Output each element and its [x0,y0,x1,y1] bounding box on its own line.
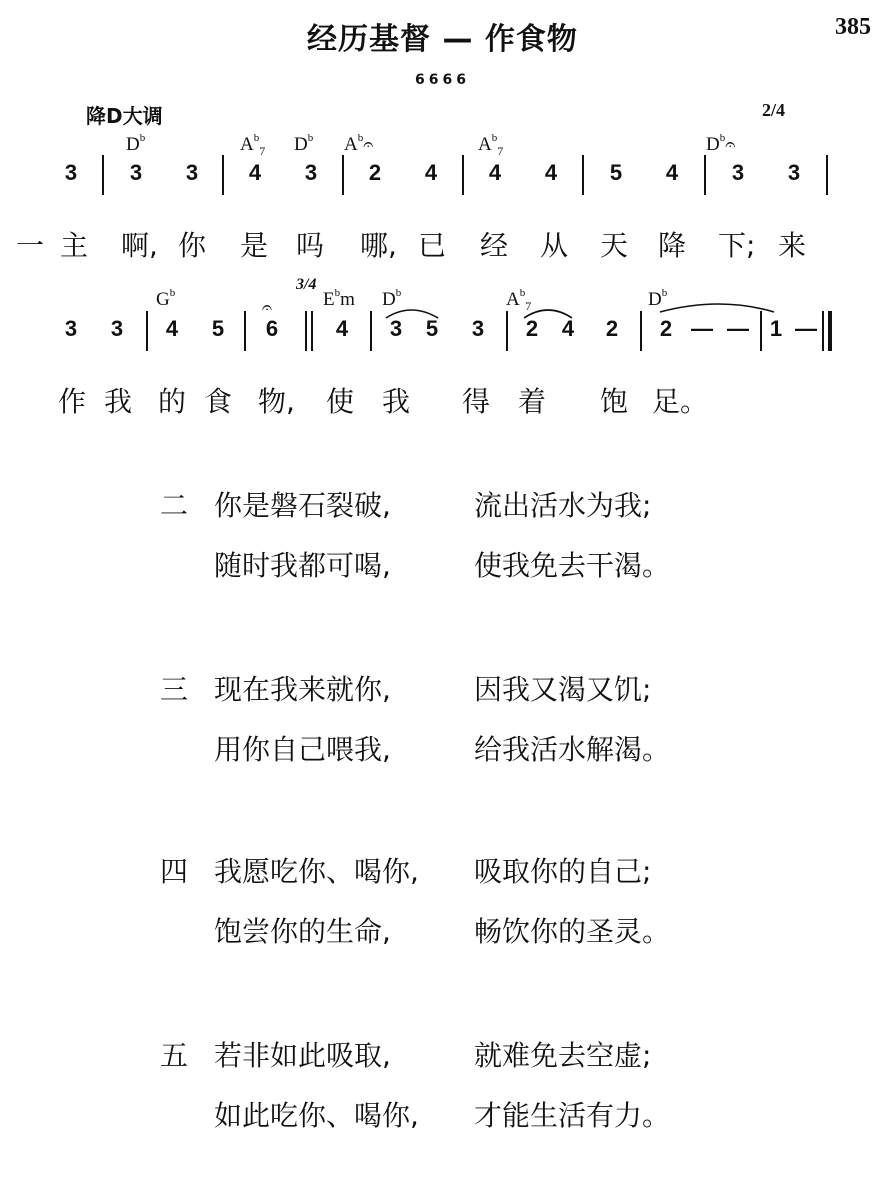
lyric-char: 作 [58,385,87,418]
note: 2 [368,160,382,185]
verse-line: 若非如此吸取, [214,1039,391,1072]
note: 3 [731,160,745,185]
note: 3 [110,316,124,341]
lyric-char: 食 [204,385,233,418]
fermata-icon: 𝄐 [725,134,736,154]
note: 4 [335,316,349,341]
lyric-char: 哪, [360,229,397,262]
note: 4 [561,316,575,341]
lyric-char: 我 [104,385,133,418]
final-barline [828,311,832,351]
lyric-char: 的 [158,385,187,418]
note: 4 [665,160,679,185]
verse-line: 随时我都可喝, [214,549,391,582]
dash: — [795,316,817,341]
double-barline [305,311,307,351]
note: 5 [211,316,225,341]
note: 4 [248,160,262,185]
note: 4 [165,316,179,341]
barline [146,311,148,351]
lyric-char: 得 [462,385,491,418]
hymn-title: 经历基督 — 作食物 [307,22,578,57]
note: 3 [471,316,485,341]
barline [640,311,642,351]
note: 2 [659,316,673,341]
verse-line: 使我免去干渴。 [474,549,671,582]
double-barline [311,311,313,351]
verse-line: 现在我来就你, [214,673,391,706]
chord: $E^bm$ [323,287,355,310]
note: 5 [609,160,623,185]
verse-number: 四 [160,855,189,888]
verse-number: 五 [160,1039,189,1072]
lyric-char: 我 [382,385,411,418]
lyric-char: 你 [178,229,207,262]
lyric-char: 足。 [652,385,709,418]
lyric-char: 天 [600,229,629,262]
lyric-char: 主 [60,229,89,262]
lyric-char: 吗 [296,229,325,262]
note: 4 [424,160,438,185]
note: 3 [787,160,801,185]
lyric-char: 已 [418,229,447,262]
verse-line: 因我又渴又饥; [474,673,652,706]
verse-number: 三 [160,673,189,706]
note: 6 [265,316,279,341]
fermata-icon: 𝄐 [363,134,374,154]
note: 2 [605,316,619,341]
fermata-icon: 𝄐 [262,297,273,318]
note: 4 [488,160,502,185]
barline [244,311,246,351]
verse-line: 就难免去空虚; [474,1039,652,1072]
note: 3 [304,160,318,185]
lyric-char: 饱 [600,385,629,418]
verse-line: 用你自己喂我, [214,733,391,766]
dash: — [727,316,749,341]
note: 3 [389,316,403,341]
verse-line: 流出活水为我; [474,489,652,522]
verse-line: 我愿吃你、喝你, [214,855,419,888]
chord: $G^b$ [156,287,176,310]
final-barline [822,311,824,351]
chord: $D^b𝄐$ [706,132,736,155]
verse-line: 畅饮你的圣灵。 [474,915,671,948]
lyric-char: 着 [518,385,547,418]
verse-line: 你是磐石裂破, [214,489,391,522]
lyric-char: 降 [658,229,687,262]
time-change: 3/4 [296,276,317,293]
barline [506,311,508,351]
verse-line: 如此吃你、喝你, [214,1099,419,1132]
chord: $D^b$ [648,287,668,310]
note: 3 [64,316,78,341]
chord: $A^b_7$ [240,132,266,158]
note: 2 [525,316,539,341]
dash: — [691,316,713,341]
slur-icon [660,304,774,312]
verse-line: 饱尝你的生命, [214,915,391,948]
lyric-char: 从 [540,229,569,262]
chord: $D^b$ [294,132,314,155]
note: 3 [185,160,199,185]
lyric-char: 经 [480,229,509,262]
verse-line: 给我活水解渴。 [474,733,671,766]
chord: $D^b$ [382,287,402,310]
time-signature: 2/4 [762,100,786,120]
lyric-char: 来 [778,229,807,262]
verse-line: 才能生活有力。 [474,1099,671,1132]
chord: $A^b_7$ [506,287,532,313]
verse-number: 二 [160,489,189,522]
lyric-char: 一 [16,229,45,262]
lyric-char: 啊, [121,229,158,262]
note: 5 [425,316,439,341]
note: 1 [769,316,783,341]
lyric-char: 物, [258,385,295,418]
meter-label: 6666 [415,72,470,88]
lyric-char: 是 [240,229,269,262]
lyric-char: 下; [718,229,756,262]
chord: $A^b_7$ [478,132,504,158]
chord: $D^b$ [126,132,146,155]
page-number: 385 [835,14,871,40]
barline [370,311,372,351]
note: 3 [129,160,143,185]
verse-line: 吸取你的自己; [474,855,652,888]
lyric-char: 使 [326,385,355,418]
chord: $A^b𝄐$ [344,132,374,155]
key-signature: 降D大调 [86,104,163,128]
barline [760,311,762,351]
note: 4 [544,160,558,185]
note: 3 [64,160,78,185]
